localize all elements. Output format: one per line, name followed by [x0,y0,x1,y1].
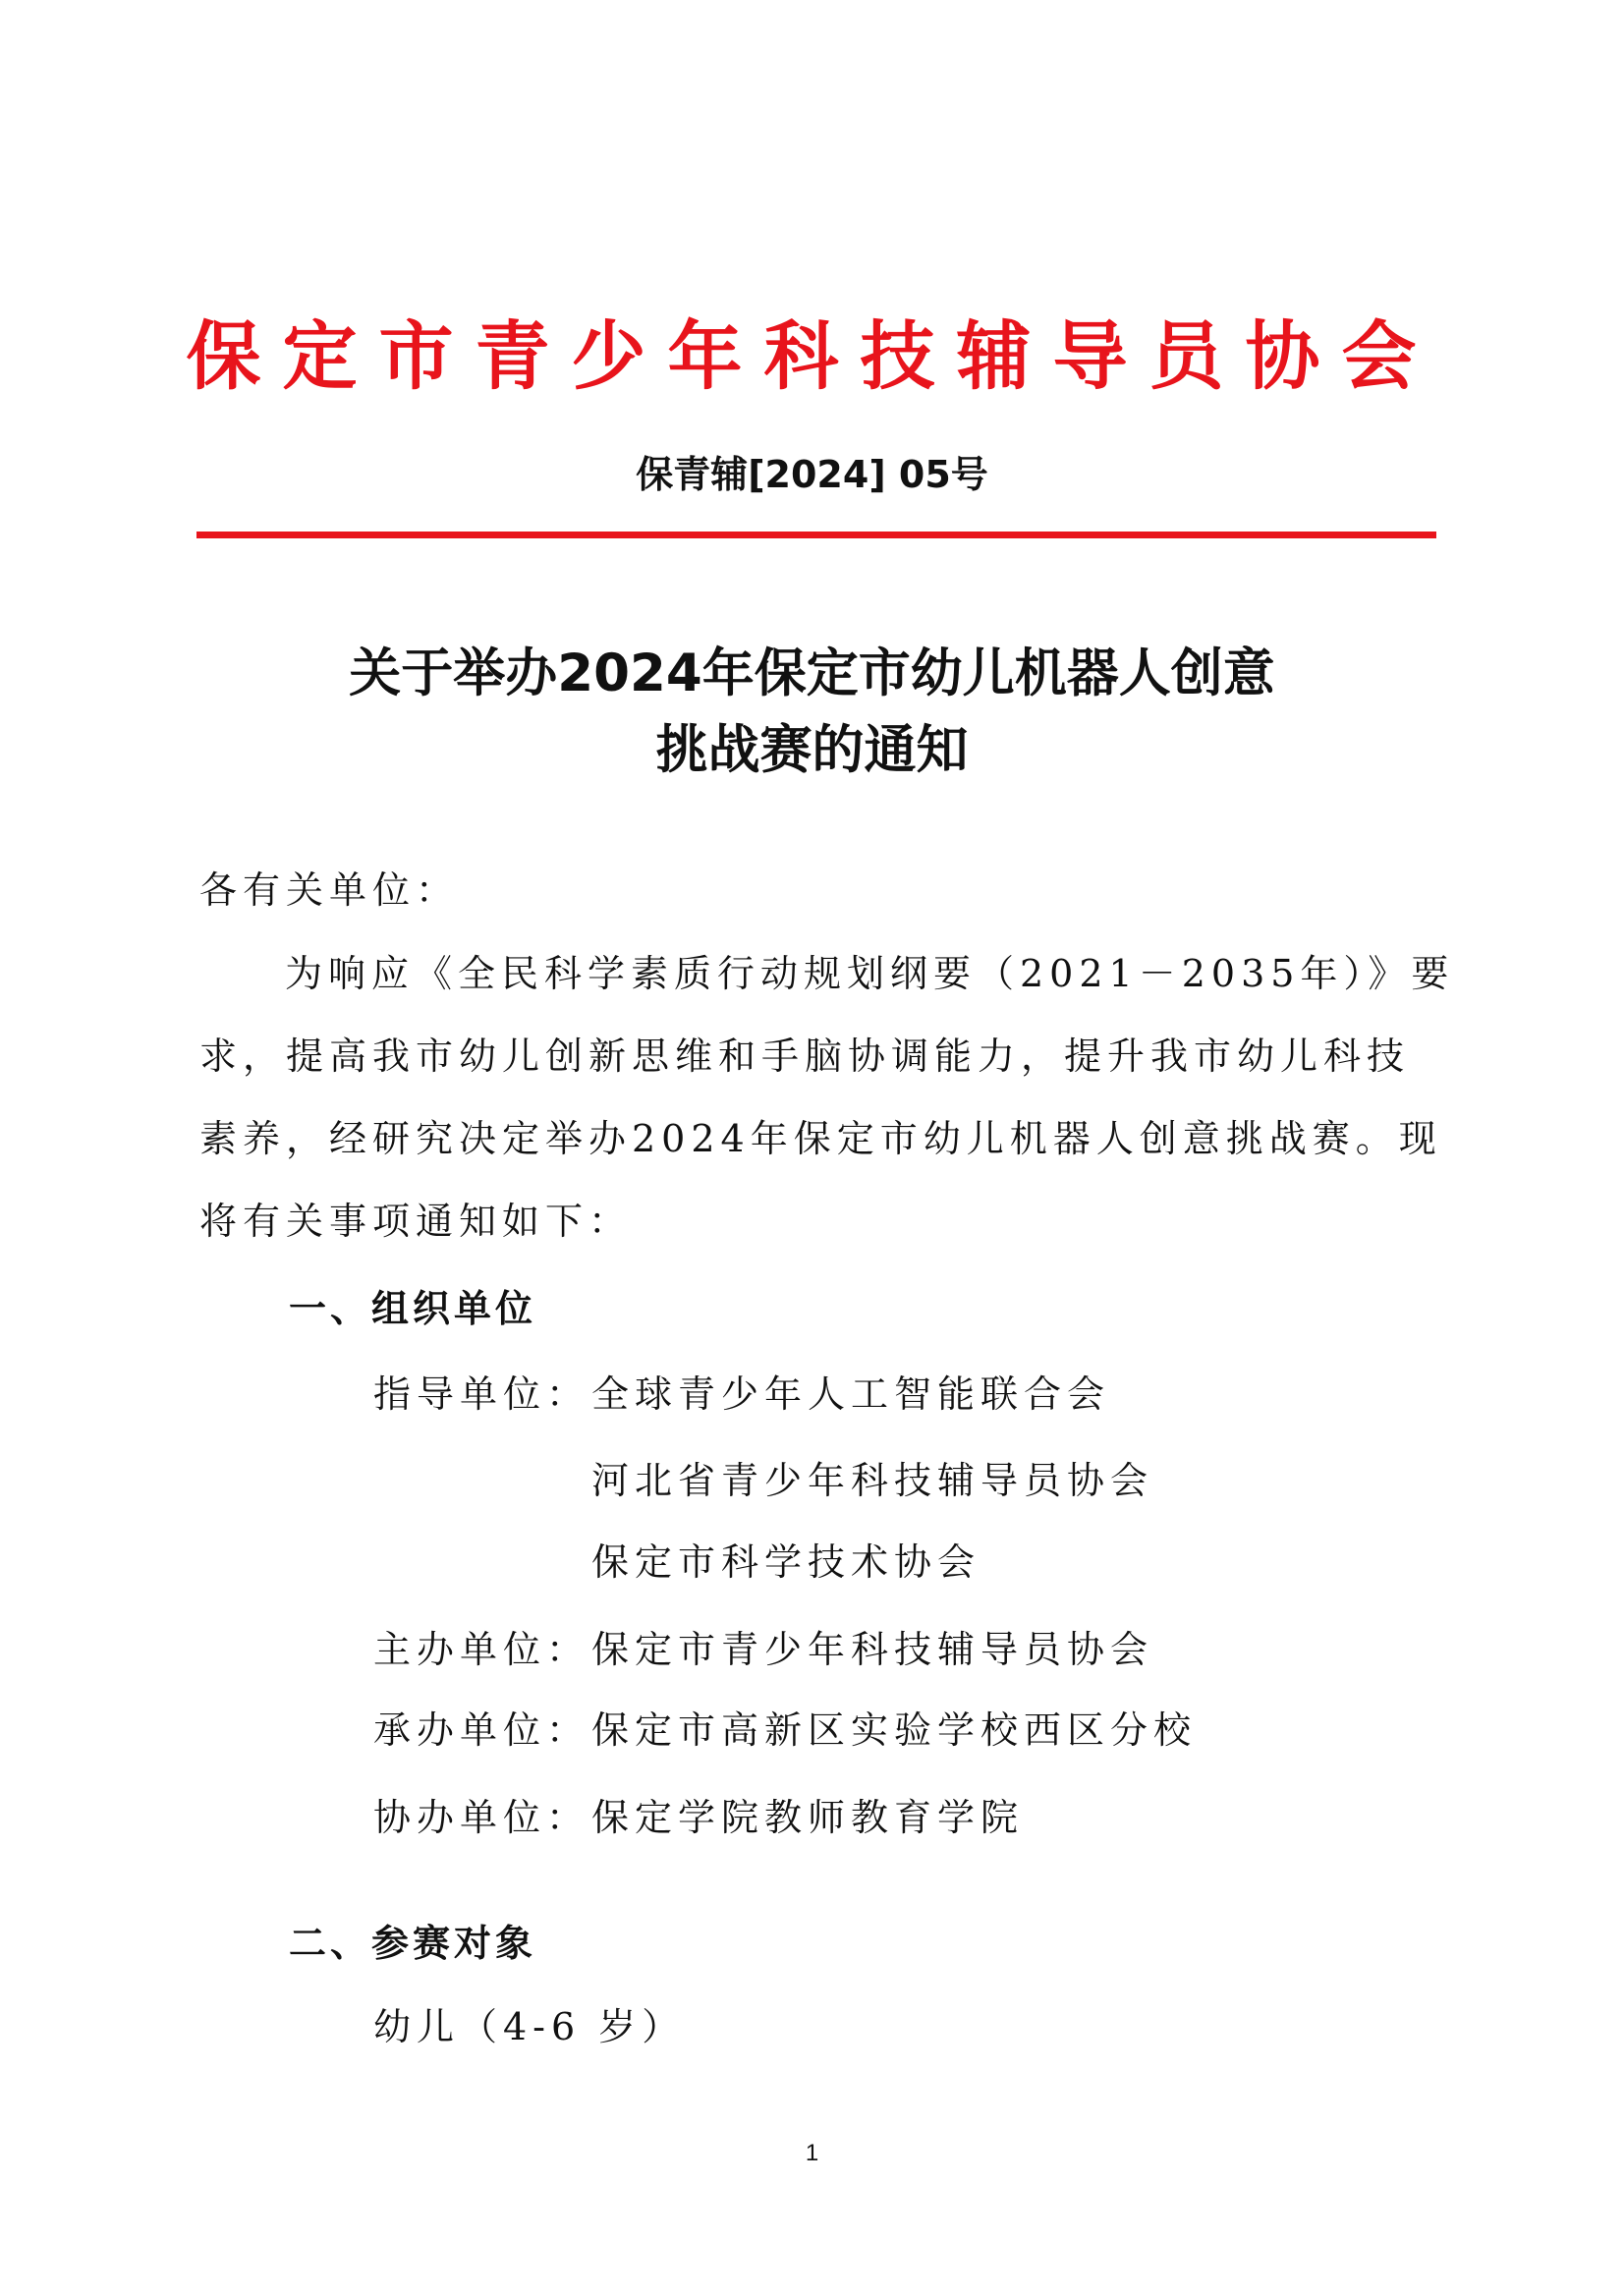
intro-paragraph-line-4: 将有关事项通知如下： [199,1200,633,1243]
intro-paragraph-line-2 [199,1032,1411,1081]
red-divider-line [196,532,1436,538]
intro-line-3-text: 素养，经研究决定举办2024年保定市幼儿机器人创意挑战赛。现 [199,1117,1442,1160]
salutation: 各有关单位： [199,868,460,912]
guide-unit-2: 河北省青少年科技辅导员协会 [591,1459,1154,1502]
section-heading-participants: 二、参赛对象 [289,1922,537,1965]
host-unit-label: 主办单位： [373,1628,590,1671]
co-organizer-unit-label: 协办单位： [373,1796,590,1839]
intro-line-2-text: 求，提高我市幼儿创新思维和手脑协调能力，提升我市幼儿科技 [199,1035,1411,1078]
intro-paragraph-line-3 [199,1114,1442,1163]
notice-title-line-2: 挑战赛的通知 [655,720,969,780]
notice-title-line-1: 关于举办2024年保定市幼儿机器人创意 [349,644,1275,703]
organizer-unit-label: 承办单位： [373,1708,590,1752]
guide-unit-label: 指导单位： [373,1372,590,1416]
co-organizer-unit: 保定学院教师教育学院 [591,1796,1025,1839]
page-number: 1 [805,2140,819,2166]
intro-paragraph-line-1 [285,949,1455,998]
guide-unit-1: 全球青少年人工智能联合会 [591,1372,1111,1416]
guide-unit-3: 保定市科学技术协会 [591,1540,981,1584]
section-heading-organizers: 一、组织单位 [289,1287,537,1330]
intro-line-1-text: 为响应《全民科学素质行动规划纲要（2021－2035年）》要 [285,952,1455,995]
host-unit: 保定市青少年科技辅导员协会 [591,1628,1154,1671]
issuing-organization-header: 保定市青少年科技辅导员协会 [186,312,1438,400]
participants-text: 幼儿（4-6 岁） [373,2005,686,2048]
organizer-unit: 保定市高新区实验学校西区分校 [591,1708,1198,1752]
document-number: 保青辅[2024] 05号 [636,453,988,496]
